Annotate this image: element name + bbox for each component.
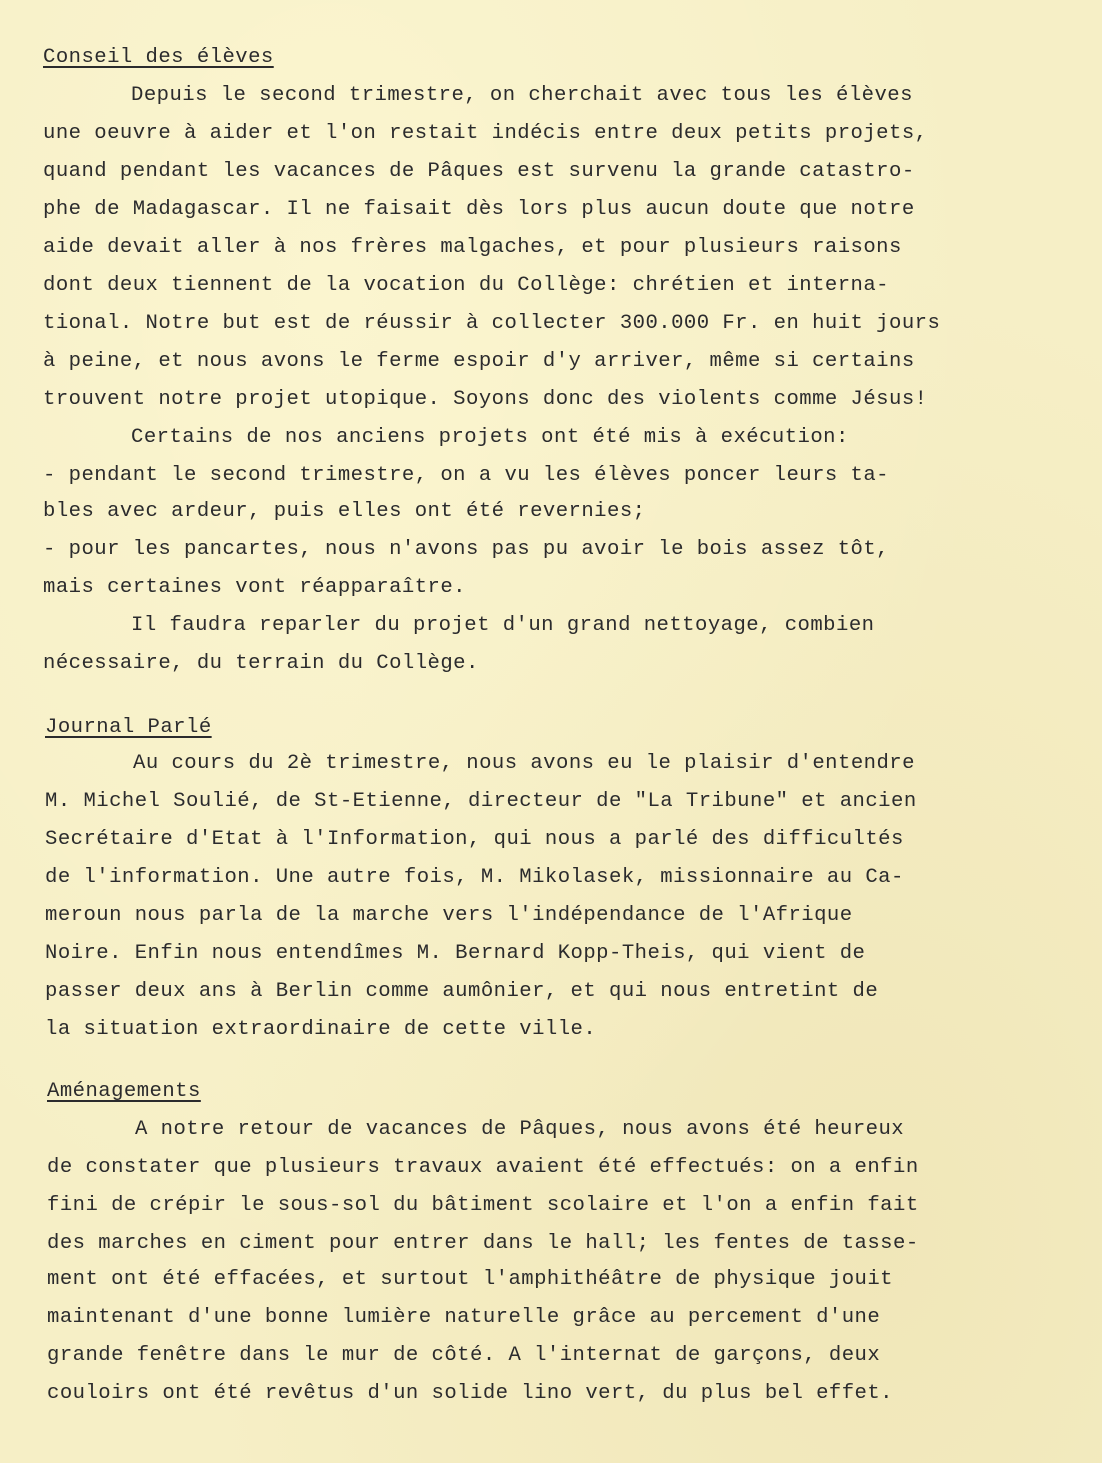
text-line: phe de Madagascar. Il ne faisait dès lors plus aucun doute que notre xyxy=(43,198,915,221)
text-line: à peine, et nous avons le ferme espoir d'y arriver, même si certains xyxy=(43,350,915,373)
text-line: quand pendant les vacances de Pâques est survenu la grande catastro- xyxy=(43,160,915,183)
text-line: dont deux tiennent de la vocation du Collège: chrétien et interna- xyxy=(43,274,890,297)
text-line: passer deux ans à Berlin comme aumônier, et qui nous entretint de xyxy=(45,980,879,1003)
text-line: ment ont été effacées, et surtout l'amphithéâtre de physique jouit xyxy=(47,1268,894,1291)
text-line: grande fenêtre dans le mur de côté. A l'internat de garçons, deux xyxy=(47,1344,881,1367)
section-heading: Aménagements xyxy=(47,1080,201,1103)
list-item-line: - pendant le second trimestre, on a vu les élèves poncer leurs ta- xyxy=(43,464,890,487)
text-line: aide devait aller à nos frères malgaches, et pour plusieurs raisons xyxy=(43,236,902,259)
text-line: meroun nous parla de la marche vers l'indépendance de l'Afrique xyxy=(45,904,853,927)
section-heading: Journal Parlé xyxy=(45,716,212,739)
text-line: A notre retour de vacances de Pâques, nous avons été heureux xyxy=(135,1118,905,1141)
text-line: de l'information. Une autre fois, M. Mikolasek, missionnaire au Ca- xyxy=(45,866,904,889)
text-line: Depuis le second trimestre, on cherchait avec tous les élèves xyxy=(131,84,913,107)
text-line: tional. Notre but est de réussir à collecter 300.000 Fr. en huit jours xyxy=(43,312,941,335)
section-heading: Conseil des élèves xyxy=(43,46,274,69)
text-line: Au cours du 2è trimestre, nous avons eu le plaisir d'entendre xyxy=(133,752,915,775)
text-line: des marches en ciment pour entrer dans le hall; les fentes de tasse- xyxy=(47,1232,919,1255)
text-line: fini de crépir le sous-sol du bâtiment scolaire et l'on a enfin fait xyxy=(47,1194,919,1217)
text-line: bles avec ardeur, puis elles ont été revernies; xyxy=(43,500,646,523)
text-line: mais certaines vont réapparaître. xyxy=(43,576,467,599)
text-line: Il faudra reparler du projet d'un grand nettoyage, combien xyxy=(131,614,875,637)
text-line: de constater que plusieurs travaux avaient été effectués: on a enfin xyxy=(47,1156,919,1179)
text-line: Certains de nos anciens projets ont été mis à exécution: xyxy=(131,426,849,449)
text-line: maintenant d'une bonne lumière naturelle grâce au percement d'une xyxy=(47,1306,881,1329)
text-line: Secrétaire d'Etat à l'Information, qui nous a parlé des difficultés xyxy=(45,828,904,851)
text-line: trouvent notre projet utopique. Soyons donc des violents comme Jésus! xyxy=(43,388,928,411)
text-line: Noire. Enfin nous entendîmes M. Bernard Kopp-Theis, qui vient de xyxy=(45,942,866,965)
text-line: couloirs ont été revêtus d'un solide lino vert, du plus bel effet. xyxy=(47,1382,894,1405)
text-line: la situation extraordinaire de cette ville. xyxy=(45,1018,597,1041)
text-line: M. Michel Soulié, de St-Etienne, directeur de "La Tribune" et ancien xyxy=(45,790,917,813)
text-line: nécessaire, du terrain du Collège. xyxy=(43,652,479,675)
text-line: une oeuvre à aider et l'on restait indécis entre deux petits projets, xyxy=(43,122,928,145)
list-item-line: - pour les pancartes, nous n'avons pas pu avoir le bois assez tôt, xyxy=(43,538,890,561)
